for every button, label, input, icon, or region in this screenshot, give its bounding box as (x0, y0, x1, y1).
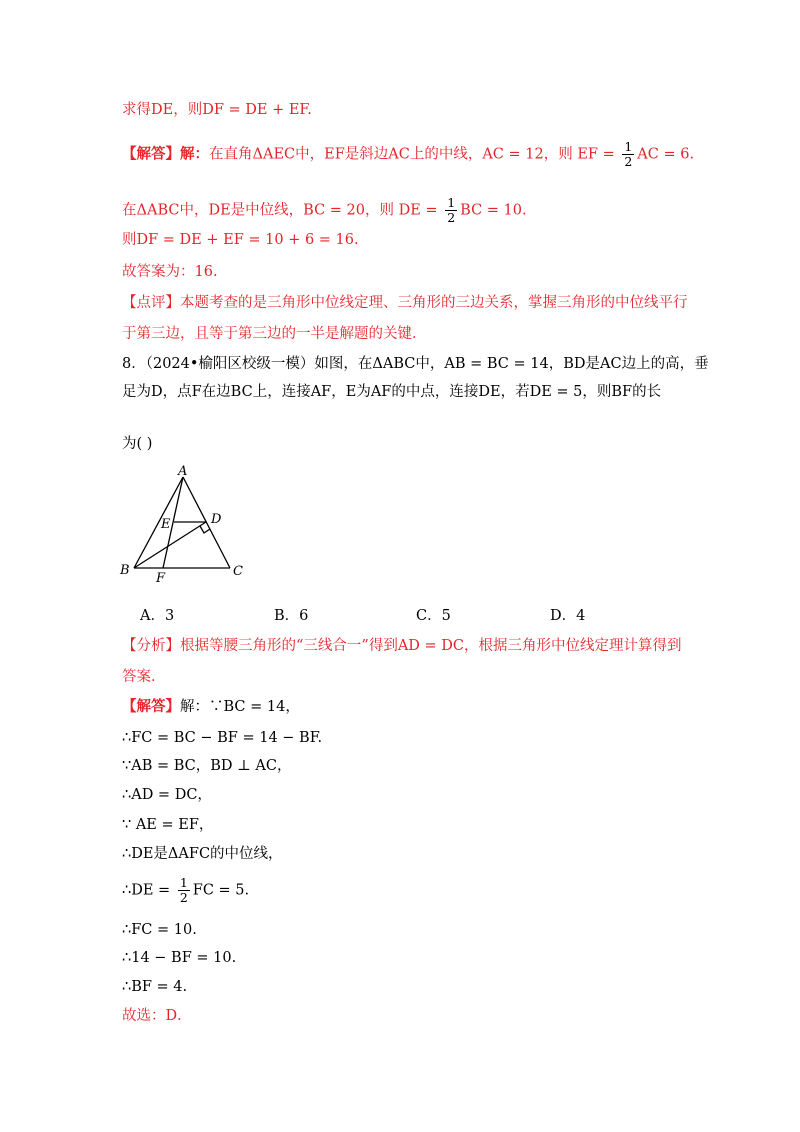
answer-text-2: 在ΔABC中，DE是中位线，BC = 20，则 DE = (122, 202, 438, 219)
solution-label: 【解答】 (122, 698, 180, 715)
answer-tail: AC = 6. (637, 146, 695, 163)
question-8-line-3: 为( ) (122, 436, 153, 452)
label-e: E (161, 517, 171, 532)
answer-text: 在直角ΔAEC中，EF是斜边AC上的中线，AC = 12，则 EF = (209, 146, 615, 163)
fraction-half: $\frac{1}{2}$ (179, 875, 188, 905)
solution-line-3: ∵AB = BC，BD ⊥ AC， (122, 758, 292, 774)
line-answer-2 (122, 196, 527, 225)
label-d: D (211, 512, 222, 527)
analysis-line-1: 【分析】根据等腰三角形的“三线合一”得到AD = DC，根据三角形中位线定理计算得到 (122, 638, 682, 654)
option-a: A．3 (140, 608, 175, 624)
line-comment-1: 【点评】本题考查的是三角形中位线定理、三角形的三边关系，掌握三角形的中位线平行 (122, 295, 688, 311)
option-c: C．5 (416, 608, 451, 624)
solution-line-9: ∴14 − BF = 10. (122, 950, 237, 966)
line-final-answer: 故答案为：16. (122, 264, 218, 280)
question-8-line-1: 8．（2024•榆阳区校级一模）如图，在ΔABC中，AB = BC = 14，BD是AC边上的高，垂 (122, 356, 709, 372)
fraction-half: $\frac{1}{2}$ (624, 139, 633, 169)
solution-text: 解：∵BC = 14， (180, 699, 300, 715)
option-b: B．6 (274, 608, 309, 624)
solution-text-7b: FC = 5. (192, 882, 250, 899)
solution-line-11: 故选：D． (122, 1008, 192, 1024)
line-comment-2: 于第三边，且等于第三边的一半是解题的关键． (122, 326, 427, 342)
solution-line-10: ∴BF = 4. (122, 979, 188, 995)
line-answer-1 (122, 140, 694, 169)
solution-line-1 (122, 697, 300, 717)
label-a: A (178, 464, 188, 479)
label-f: F (156, 571, 166, 586)
analysis-line-2: 答案． (122, 669, 166, 685)
line-solution-end: 求得DE，则DF = DE + EF. (122, 102, 312, 118)
solution-line-7 (122, 876, 249, 905)
question-8-line-2: 足为D，点F在边BC上，连接AF，E为AF的中点，连接DE，若DE = 5，则BF的长 (122, 384, 662, 400)
option-d: D．4 (550, 608, 586, 624)
label-b: B (120, 563, 130, 578)
line-answer-3: 则DF = DE + EF = 10 + 6 = 16. (122, 232, 359, 248)
answer-label: 【解答】解： (122, 145, 209, 163)
fraction-half: $\frac{1}{2}$ (447, 195, 456, 225)
solution-line-8: ∴FC = 10. (122, 922, 197, 938)
solution-text-7a: ∴DE = (122, 882, 171, 899)
solution-line-2: ∴FC = BC − BF = 14 − BF. (122, 730, 323, 746)
triangle-figure (112, 462, 252, 592)
solution-line-5: ∵ AE = EF， (122, 817, 214, 833)
answer-tail-2: BC = 10. (460, 202, 527, 219)
solution-line-4: ∴AD = DC， (122, 787, 212, 803)
label-c: C (233, 564, 243, 579)
solution-line-6: ∴DE是ΔAFC的中位线， (122, 846, 283, 862)
